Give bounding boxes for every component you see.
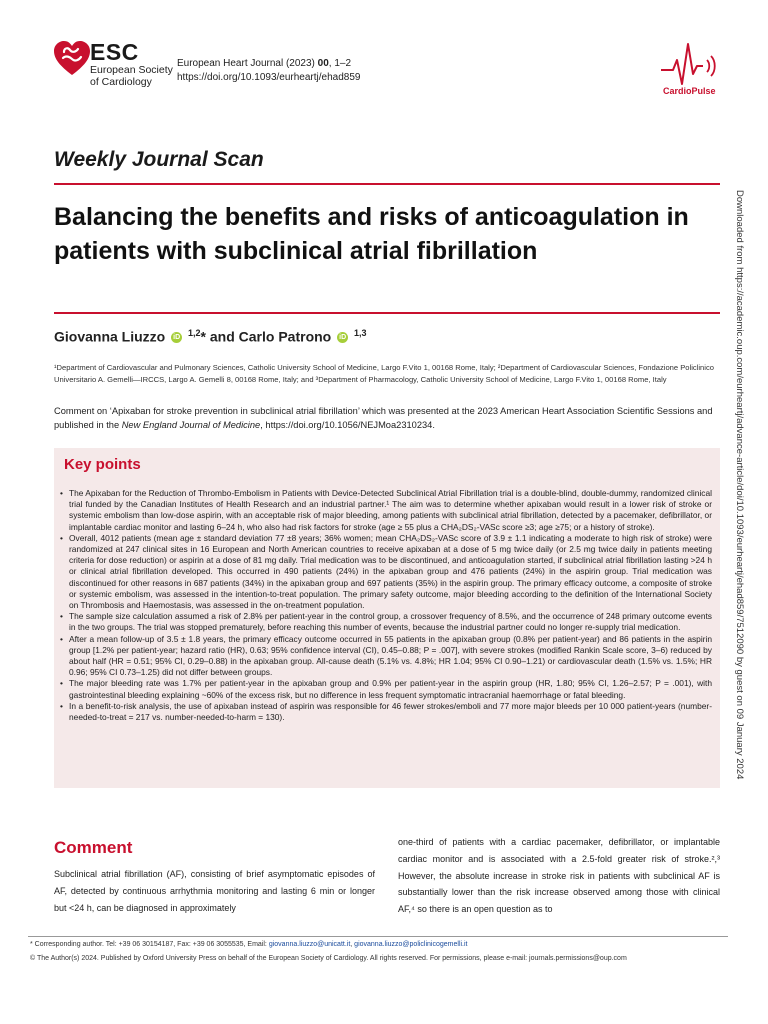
download-watermark	[733, 190, 745, 830]
copyright-note: © The Author(s) 2024. Published by Oxford University Press on behalf of the European Society of Cardiology. All rights reserved. For permissions, please e-mail: journals.permissions@oup.com	[30, 955, 627, 962]
orcid-icon[interactable]: iD	[173, 334, 181, 342]
comment-on-journal: New England Journal of Medicine	[121, 420, 261, 430]
author-2-name: Carlo Patrono	[238, 328, 332, 345]
key-point-item: • The sample size calculation assumed a risk of 2.8% per patient-year in the control group, a crossover frequency of 8.5%, and the occurrence of 248 primary outcome events in the two groups. The trial was stopped prematurely, before reaching this number of events, because the industrial partner could no longer re-supply trial medication.	[60, 611, 712, 633]
key-point-item: • The major bleeding rate was 1.7% per patient-year in the apixaban group and 0.9% per patient-year in the aspirin group (HR, 1.80; 95% CI, 1.26–2.57; P = .001), with gastrointestinal bleeding explaining ~60% of the excess risk, but no difference in less frequent symptomatic intracranial haemorrhage or fatal bleeding.	[60, 678, 712, 700]
title-bottom-rule	[54, 312, 720, 314]
esc-name-line1: European Society	[90, 64, 173, 76]
author-1-name: Giovanna Liuzzo	[54, 328, 166, 345]
comment-left-column: Subclinical atrial fibrillation (AF), consisting of brief asymptomatic episodes of AF, detected by continuous arrhythmia monitoring and lasting 6 min or longer but <24 h, can be diagnosed in approximately	[54, 869, 375, 913]
orcid-icon[interactable]: iD	[339, 334, 347, 342]
esc-heart-logo-icon	[52, 40, 92, 78]
doi-link[interactable]: https://doi.org/10.1093/eurheartj/ehad859	[177, 72, 361, 83]
author-1-affil: 1,2	[188, 328, 201, 338]
esc-name-line2: of Cardiology	[90, 76, 152, 88]
title-top-rule	[54, 183, 720, 185]
journal-citation	[177, 57, 360, 85]
key-point-item: • After a mean follow-up of 3.5 ± 1.8 years, the primary efficacy outcome occurred in 55 patients in the apixaban group (0.8% per patient-year) and 86 patients in the aspirin group [1.2% per patient-year; hazard ratio (HR), 0.63; 95% confidence interval (CI), 0.45–0.88; P = .007], with severe strokes (modified Rankin Scale score, 3–6) reduced by about half (HR = 0.51; 95% CI, 0.29–0.88) in the apixaban group. All-cause death (5.1% vs. 4.8%; HR 1.04; 95% CI 0.90–1.21) or cardiovascular death (1.5% vs. 1.5%; HR 0.96; 95% CI 0.73–1.25) did not differ between groups.	[60, 634, 712, 679]
section-title: Weekly Journal Scan	[54, 148, 264, 171]
esc-wordmark	[90, 40, 173, 88]
affiliations: ¹Department of Cardiovascular and Pulmonary Sciences, Catholic University School of Medicine, Largo F.Vito 1, 00168 Rome, Italy; ²Department of Cardiovascular Sciences, Fondazione Policlinico Universitario A. Gemelli—IRCCS, Largo A. Gemelli 8, 00168 Rome, Italy; and ³Department of Pharmacology, Catholic University School of Medicine, Largo F.Vito 1, 00168 Rome, Italy	[54, 363, 714, 384]
article-title: Balancing the benefits and risks of anticoagulation in patients with subclinical atrial fibrillation	[54, 203, 689, 265]
author-2-affil: 1,3	[354, 328, 367, 338]
footnote-divider	[28, 936, 728, 937]
comment-heading: Comment	[54, 838, 133, 857]
email-link-1[interactable]: giovanna.liuzzo@unicatt.it	[268, 941, 351, 948]
key-point-item: • In a benefit-to-risk analysis, the use of apixaban instead of aspirin was responsible for 46 fewer strokes/emboli and 77 more major bleeds per 10 000 patient-years (number-needed-to-treat = 217 vs. number-needed-to-harm = 130).	[60, 701, 712, 723]
esc-full-name	[90, 64, 173, 88]
journal-volume: 00	[317, 58, 329, 69]
journal-name: European Heart Journal (2023)	[177, 58, 315, 69]
corresponding-author-note: * Corresponding author. Tel: +39 06 30154187, Fax: +39 06 3055535, Email: giovanna.liuzzo@unicatt.it, giovanna.liuzzo@policlinicogemelli.it	[30, 941, 468, 948]
comment-on-prefix: Comment on ‘Apixaban for stroke prevention in subclinical atrial fibrillation’ which was presented at the 2023 American Heart Association Scientific Sessions and published in the	[54, 406, 713, 430]
comment-on-note	[54, 404, 722, 432]
key-points-list	[60, 488, 712, 723]
key-points-heading: Key points	[64, 456, 141, 473]
download-note-text: Downloaded from https://academic.oup.com/eurheartj/advance-article/doi/10.1093/eurheartj/ehad859/7512090 by guest on 09 January 2024	[734, 190, 745, 780]
comment-on-doi[interactable]: , https://doi.org/10.1056/NEJMoa2310234.	[260, 420, 435, 430]
author-line	[54, 328, 367, 345]
email-link-2[interactable]: giovanna.liuzzo@policlinicogemelli.it	[354, 941, 468, 948]
journal-pages: , 1–2	[328, 58, 352, 69]
cardiopulse-label: CardioPulse	[663, 86, 716, 96]
comment-right-column: one-third of patients with a cardiac pacemaker, defibrillator, or implantable cardiac monitor and is associated with a 2.5-fold greater risk of stroke.²,³ However, the absolute increase in stroke risk in patients with subclinical AF is substantially lower than the risk increase observed among those with clinical AF,⁴ so there is an open question as to	[398, 837, 720, 915]
key-point-item: • The Apixaban for the Reduction of Thrombo-Embolism in Patients with Device-Detected Subclinical Atrial Fibrillation trial is a double-blind, double-dummy, randomized clinical trial funded by the Canadian Institutes of Health Research and an industrial partner.¹ The aim was to determine whether apixaban would result in a lower risk of stroke or systemic embolism than low-dose aspirin, with an acceptable risk of major bleeding, among patients with subclinical atrial fibrillation, detected by a pacemaker, defibrillator, or implantable cardiac monitor and lasting 6–24 h, who also had risk factors for stroke (age ≥ 55 plus a CHA₂DS₂-VASc score ≥3; age ≥75; or a history of stroke).	[60, 488, 712, 533]
esc-acronym: ESC	[90, 39, 139, 65]
corresponding-text: * Corresponding author. Tel: +39 06 30154187, Fax: +39 06 3055535, Email:	[30, 941, 267, 948]
author-conjunction: and	[209, 328, 235, 345]
corresponding-mark: *	[200, 328, 206, 345]
key-point-item: • Overall, 4012 patients (mean age ± standard deviation 77 ±8 years; 36% women; mean CHA₂DS₂-VASc score of 3.9 ± 1.1 indicating a moderate to high risk of stroke) were randomized at 247 clinical sites in 16 European and North American countries to receive apixaban at a dose of 5 mg twice daily (or 2.5 mg twice daily in patients meeting criteria for dose reduction) or aspirin at a dose of 81 mg daily. Trial medication was to be discontinued, and anticoagulation started, if subclinical atrial fibrillation lasting >24 h or clinical atrial fibrillation developed. This occurred in 490 patients (24%) in the apixaban group and 476 patients (24%) in the aspirin group. Trial medication was discontinued for other reasons in 687 patients (34%) in the apixaban group and 697 patients (35%) in the aspirin group. The primary efficacy outcome, a composite of stroke or systemic embolism, was assessed in the intention-to-treat population. The primary safety outcome, major bleeding according to the definition of the International Society on Thrombosis and Haemostasis, was assessed in the on-treatment population.	[60, 533, 712, 611]
